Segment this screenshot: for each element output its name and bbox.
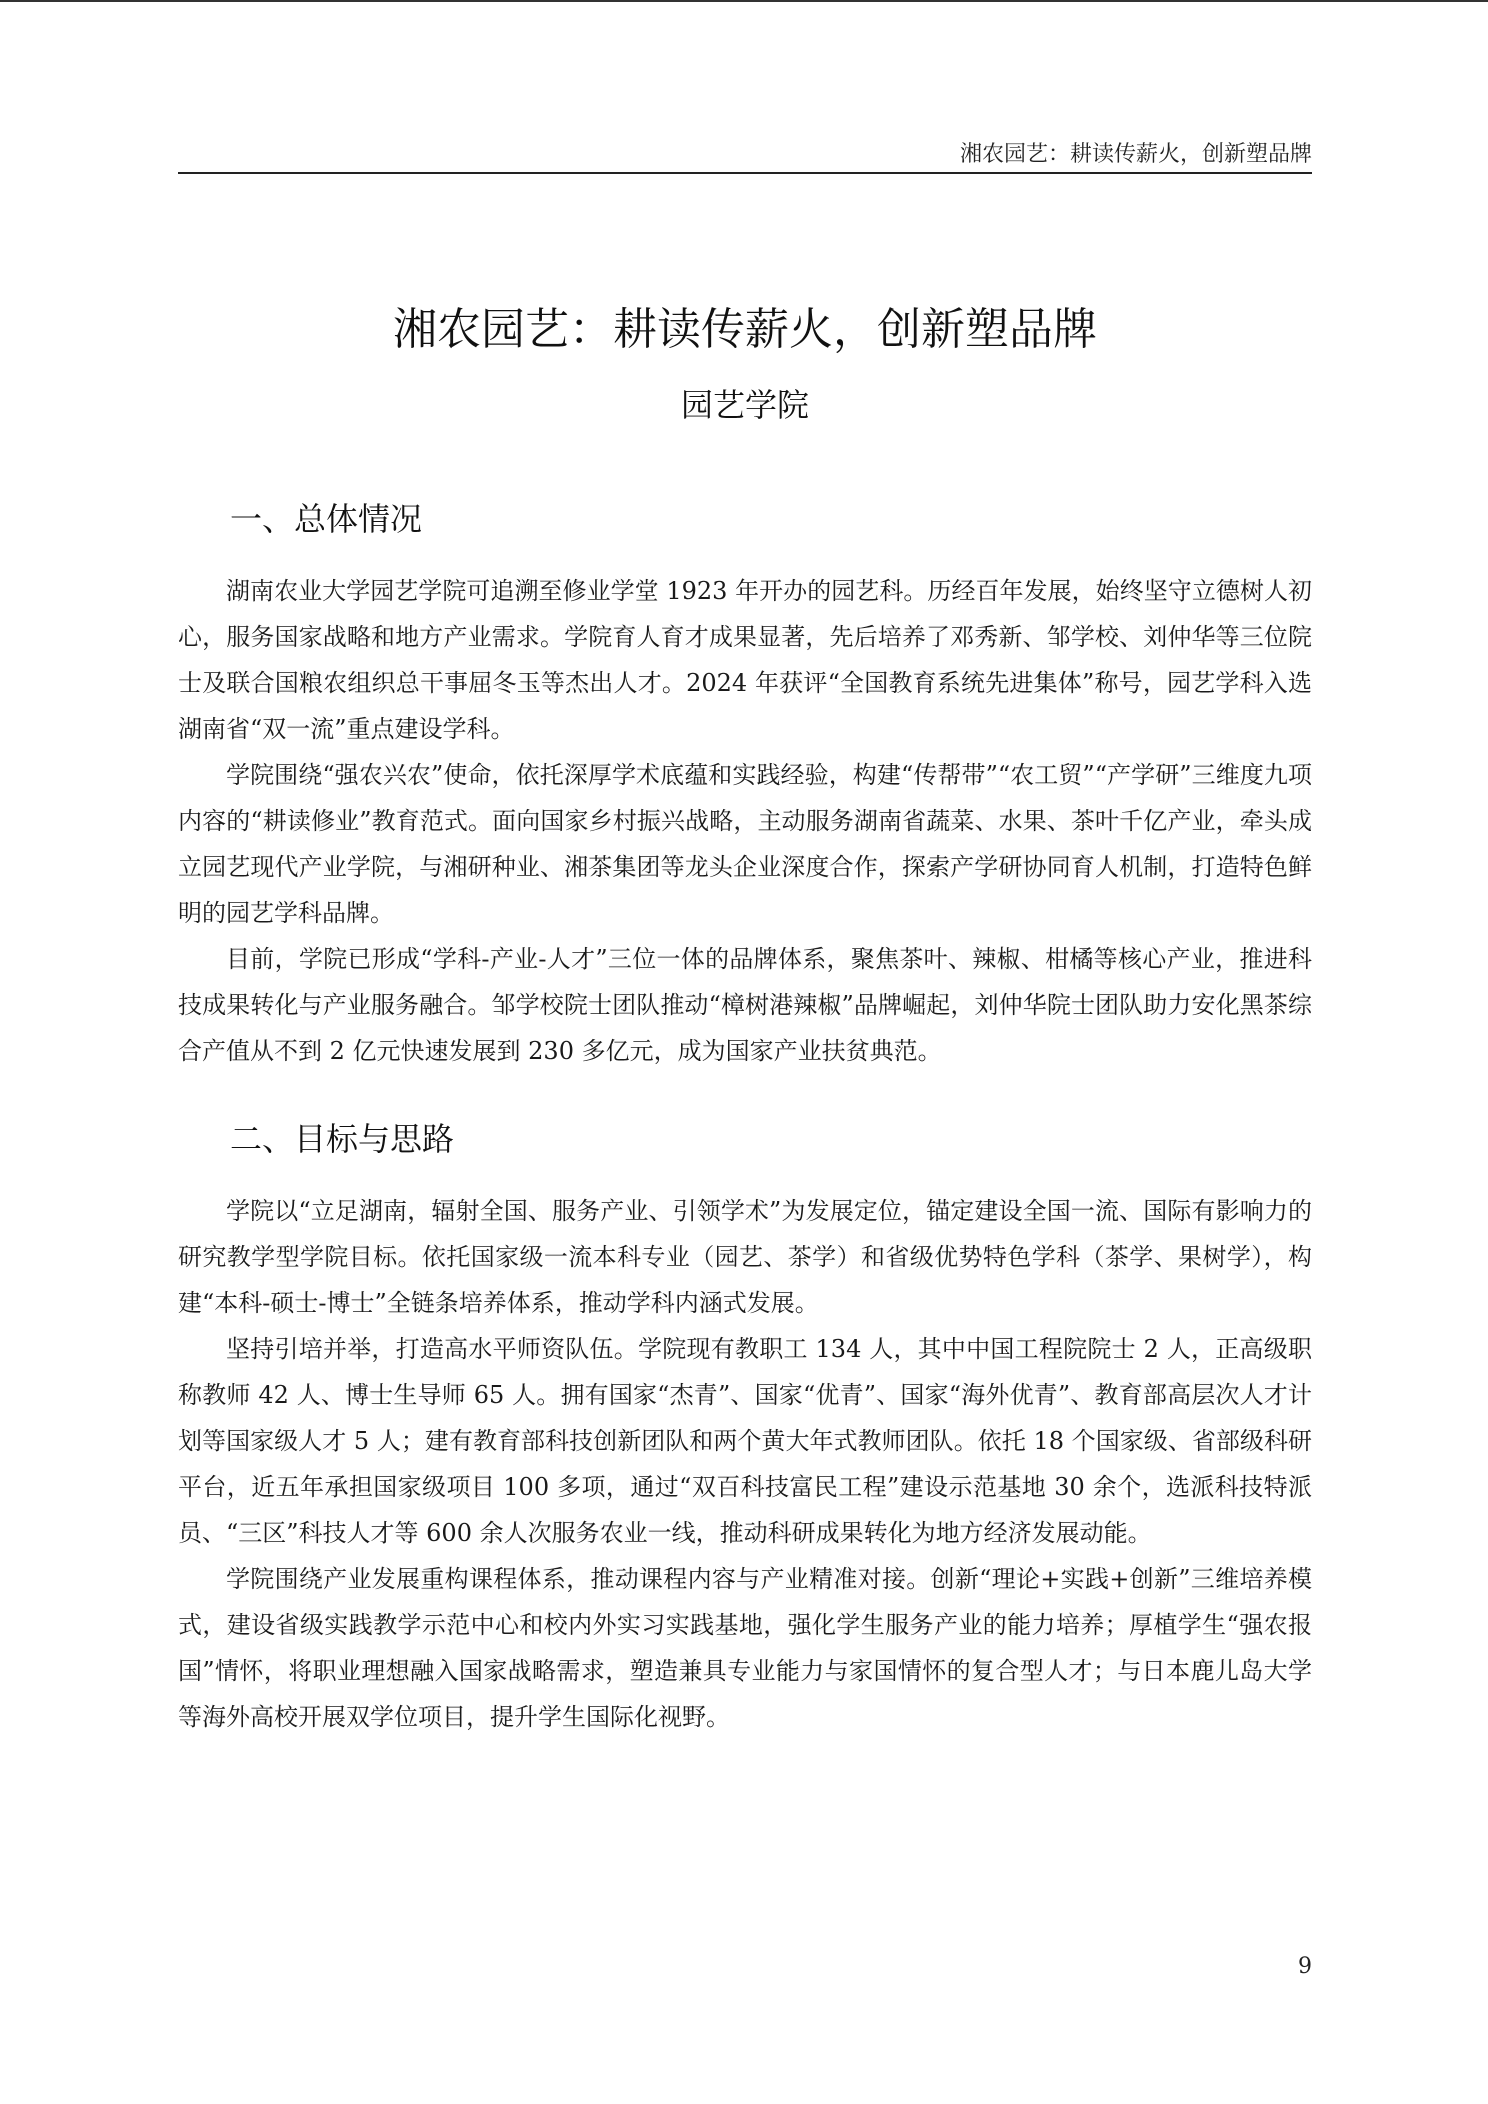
article-author: 园艺学院 [680,386,809,424]
section-heading: 一、总体情况 [230,500,423,538]
running-header: 湘农园艺：耕读传薪火，创新塑品牌 [959,142,1312,167]
header-rule [178,172,1312,174]
page-number: 9 [1298,1954,1312,1979]
paragraph: 学院围绕“强农兴农”使命，依托深厚学术底蕴和实践经验，构建“传帮带”“农工贸”“产学研”三维度九项内容的“耕读修业”教育范式。面向国家乡村振兴战略，主动服务湖南省蔬菜、水果、茶叶千亿产业，牵头成立园艺现代产业学院，与湘研种业、湘茶集团等龙头企业深度合作，探索产学研协同育人机制，打造特色鲜明的园艺学科品牌。 [178,761,1312,927]
article-title: 湘农园艺：耕读传薪火，创新塑品牌 [393,304,1097,355]
paragraph: 坚持引培并举，打造高水平师资队伍。学院现有教职工 134 人，其中中国工程院院士 2 人，正高级职称教师 42 人、博士生导师 65 人。拥有国家“杰青”、国家“优青”、国家“海外优青”、教育部高层次人才计划等国家级人才 5 人；建有教育部科技创新团队和两个黄大年式教师团队。依托 18 个国家级、省部级科研平台，近五年承担国家级项目 100 多项，通过“双百科技富民工程”建设示范基地 30 余个，选派科技特派员、“三区”科技人才等 600 余人次服务农业一线，推动科研成果转化为地方经济发展动能。 [178,1335,1312,1547]
article-body [178,492,1312,1740]
paragraph: 学院围绕产业发展重构课程体系，推动课程内容与产业精准对接。创新“理论+实践+创新”三维培养模式，建设省级实践教学示范中心和校内外实习实践基地，强化学生服务产业的能力培养；厚植学生“强农报国”情怀，将职业理想融入国家战略需求，塑造兼具专业能力与家国情怀的复合型人才；与日本鹿儿岛大学等海外高校开展双学位项目，提升学生国际化视野。 [178,1565,1312,1731]
top-border [0,0,1488,2]
paragraph: 湖南农业大学园艺学院可追溯至修业学堂 1923 年开办的园艺科。历经百年发展，始终坚守立德树人初心，服务国家战略和地方产业需求。学院育人育才成果显著，先后培养了邓秀新、邹学校、刘仲华等三位院士及联合国粮农组织总干事屈冬玉等杰出人才。2024 年获评“全国教育系统先进集体”称号，园艺学科入选湖南省“双一流”重点建设学科。 [178,577,1312,743]
paragraph: 目前，学院已形成“学科-产业-人才”三位一体的品牌体系，聚焦茶叶、辣椒、柑橘等核心产业，推进科技成果转化与产业服务融合。邹学校院士团队推动“樟树港辣椒”品牌崛起，刘仲华院士团队助力安化黑茶综合产值从不到 2 亿元快速发展到 230 多亿元，成为国家产业扶贫典范。 [178,945,1312,1065]
paragraph: 学院以“立足湖南，辐射全国、服务产业、引领学术”为发展定位，锚定建设全国一流、国际有影响力的研究教学型学院目标。依托国家级一流本科专业（园艺、茶学）和省级优势特色学科（茶学、果树学），构建“本科-硕士-博士”全链条培养体系，推动学科内涵式发展。 [178,1197,1312,1317]
section-overview [178,492,1312,1074]
section-heading: 二、目标与思路 [230,1120,455,1158]
section-goals [178,1112,1312,1740]
